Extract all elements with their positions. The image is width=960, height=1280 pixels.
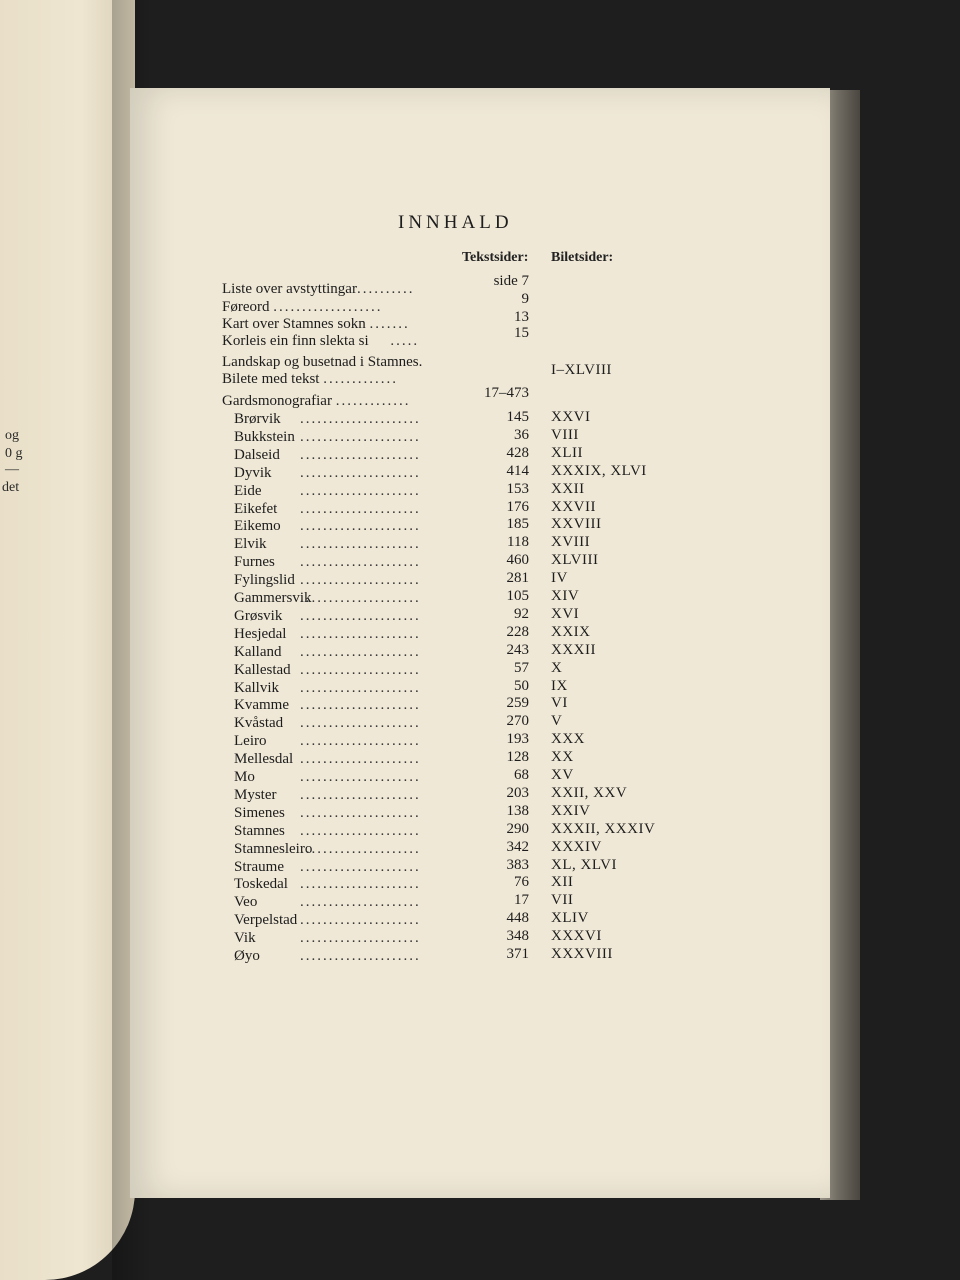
farm-name: Kallvik bbox=[234, 679, 279, 696]
toc-entry: Liste over avstyttingar.......... bbox=[222, 281, 415, 297]
toc-picture-pages: XVI bbox=[551, 605, 580, 622]
leader-dots-row bbox=[300, 751, 460, 768]
leader-dots: ..................... bbox=[300, 769, 421, 785]
leader-dots: ..................... bbox=[300, 500, 421, 517]
farm-name: Stamnes bbox=[234, 822, 285, 839]
leader-dots: ..................... bbox=[300, 607, 421, 624]
toc-entry: Kart over Stamnes sokn ....... bbox=[222, 316, 410, 332]
toc-farm-entry bbox=[234, 751, 293, 768]
leader-dots-row bbox=[300, 715, 460, 732]
toc-page-number: 176 bbox=[506, 498, 529, 515]
toc-page-number: 105 bbox=[506, 588, 529, 604]
farm-name: Gammersvik bbox=[234, 590, 312, 606]
toc-page-number: 9 bbox=[521, 291, 529, 307]
toc-page-number: 118 bbox=[507, 534, 529, 551]
leader-dots-row bbox=[300, 697, 460, 714]
toc-page-number: 145 bbox=[506, 409, 529, 425]
left-page-fragment: — bbox=[5, 462, 19, 477]
toc-farm-entry bbox=[234, 912, 297, 929]
farm-name: Dyvik bbox=[234, 464, 272, 481]
leader-dots: ..................... bbox=[300, 948, 421, 964]
toc-page-number: 36 bbox=[514, 426, 529, 443]
toc-entry: Føreord ................... bbox=[222, 299, 383, 315]
leader-dots-row bbox=[300, 769, 460, 786]
toc-page-number: 193 bbox=[506, 731, 529, 748]
left-page-fragment: det bbox=[2, 480, 20, 495]
toc-page-number: 15 bbox=[514, 325, 529, 341]
farm-name: Kvamme bbox=[234, 697, 289, 714]
leader-dots: ..................... bbox=[300, 804, 421, 821]
toc-page-number: 138 bbox=[506, 802, 529, 819]
toc-farm-entry bbox=[234, 697, 289, 714]
leader-dots-row bbox=[300, 894, 460, 911]
toc-farm-entry bbox=[234, 823, 285, 840]
leader-dots-row bbox=[300, 608, 460, 625]
leader-dots: ..................... bbox=[300, 590, 421, 606]
toc-farm-entry bbox=[234, 715, 283, 732]
toc-page-number: 228 bbox=[506, 623, 529, 640]
toc-farm-entry bbox=[234, 501, 277, 518]
page-title: INNHALD bbox=[398, 212, 513, 233]
toc-picture-pages: XXX bbox=[551, 731, 585, 748]
leader-dots: ..................... bbox=[300, 536, 421, 553]
toc-page-number: 414 bbox=[506, 462, 529, 479]
leader-dots-row bbox=[300, 859, 460, 876]
toc-picture-pages: VII bbox=[551, 892, 574, 909]
farm-name: Toskedal bbox=[234, 876, 288, 893]
toc-page-number: 50 bbox=[514, 677, 529, 694]
leader-dots-row bbox=[300, 554, 460, 571]
leader-dots: ..................... bbox=[300, 912, 421, 929]
toc-picture-pages: XVIII bbox=[551, 534, 591, 551]
toc-picture-pages: XXIV bbox=[551, 802, 591, 819]
leader-dots: ..................... bbox=[300, 625, 421, 642]
toc-farm-entry bbox=[234, 626, 286, 643]
leader-dots: ..................... bbox=[300, 751, 421, 768]
farm-name: Mo bbox=[234, 769, 255, 785]
leader-dots: ..................... bbox=[300, 786, 421, 803]
farm-name: Kalland bbox=[234, 643, 282, 660]
farm-name: Furnes bbox=[234, 554, 275, 571]
farm-name: Eikemo bbox=[234, 518, 281, 535]
leader-dots-row bbox=[300, 429, 460, 446]
leader-dots-row bbox=[300, 912, 460, 929]
toc-picture-pages: XLIV bbox=[551, 910, 589, 927]
toc-farm-entry bbox=[234, 483, 262, 500]
toc-farm-entry bbox=[234, 680, 279, 697]
leader-dots-row bbox=[300, 823, 460, 840]
toc-picture-pages: XXXVIII bbox=[551, 946, 613, 962]
leader-dots-row bbox=[300, 626, 460, 643]
farm-name: Bukkstein bbox=[234, 428, 295, 445]
leader-dots-row bbox=[300, 572, 460, 589]
toc-picture-pages: XXII bbox=[551, 480, 585, 497]
farm-name: Verpelstad bbox=[234, 912, 298, 929]
toc-farm-entry bbox=[234, 608, 282, 625]
farm-name: Eide bbox=[234, 482, 262, 499]
toc-farm-entry bbox=[234, 536, 267, 553]
toc-picture-pages: XXII, XXV bbox=[551, 784, 628, 801]
toc-entry: Korleis ein finn slekta si ..... bbox=[222, 333, 420, 349]
toc-picture-pages: XXXIX, XLVI bbox=[551, 462, 647, 479]
leader-dots-row bbox=[300, 948, 460, 965]
toc-picture-pages: XV bbox=[551, 767, 574, 783]
toc-farm-entry bbox=[234, 894, 257, 911]
farm-name: Myster bbox=[234, 786, 277, 803]
leader-dots: ..................... bbox=[300, 894, 421, 911]
toc-picture-pages: IV bbox=[551, 570, 568, 587]
leader-dots-row bbox=[300, 536, 460, 553]
toc-picture-pages: XX bbox=[551, 749, 574, 766]
toc-page-number: 153 bbox=[506, 480, 529, 497]
leader-dots-row bbox=[300, 841, 460, 858]
toc-page-number: 203 bbox=[506, 784, 529, 801]
toc-page-number: side 7 bbox=[493, 273, 529, 289]
toc-farm-entry bbox=[234, 662, 291, 679]
toc-picture-pages: VI bbox=[551, 695, 568, 712]
toc-page-number: 448 bbox=[506, 910, 529, 927]
farm-name: Kallestad bbox=[234, 661, 291, 678]
farm-name: Fylingslid bbox=[234, 572, 295, 589]
farm-name: Brørvik bbox=[234, 411, 281, 427]
leader-dots-row bbox=[300, 733, 460, 750]
farm-name: Mellesdal bbox=[234, 751, 294, 768]
toc-picture-pages: I–XLVIII bbox=[551, 362, 612, 378]
toc-page-number: 290 bbox=[506, 820, 529, 837]
toc-farm-entry bbox=[234, 733, 266, 750]
toc-page-number: 185 bbox=[506, 516, 529, 533]
leader-dots: ..................... bbox=[300, 661, 421, 678]
toc-farm-entry bbox=[234, 769, 255, 786]
toc-picture-pages: XL, XLVI bbox=[551, 856, 617, 873]
toc-page-number: 13 bbox=[514, 309, 529, 325]
leader-dots-row bbox=[300, 590, 460, 607]
toc-picture-pages: XXXIV bbox=[551, 838, 602, 855]
farm-name: Simenes bbox=[234, 804, 285, 821]
farm-name: Veo bbox=[234, 894, 258, 911]
farm-name: Hesjedal bbox=[234, 625, 287, 642]
toc-picture-pages: XXXII bbox=[551, 641, 596, 658]
leader-dots: ..................... bbox=[300, 643, 421, 660]
leader-dots: ..................... bbox=[300, 518, 421, 535]
toc-page-number: 68 bbox=[514, 767, 529, 783]
toc-page-number: 76 bbox=[514, 874, 529, 891]
leader-dots: ..................... bbox=[300, 679, 421, 696]
column-header-text-pages: Tekstsider: bbox=[462, 250, 529, 265]
leader-dots: ..................... bbox=[300, 733, 421, 750]
leader-dots-row bbox=[300, 805, 460, 822]
leader-dots: ..................... bbox=[300, 428, 421, 445]
toc-entry: Bilete med tekst ............. bbox=[222, 371, 398, 387]
left-page-fragment: og bbox=[5, 428, 19, 443]
toc-farm-entry bbox=[234, 411, 281, 428]
leader-dots: ..................... bbox=[300, 554, 421, 571]
leader-dots: ..................... bbox=[300, 482, 421, 499]
farm-name: Grøsvik bbox=[234, 607, 283, 624]
toc-page-number: 128 bbox=[506, 749, 529, 766]
farm-name: Leiro bbox=[234, 733, 267, 750]
leader-dots: ..................... bbox=[300, 858, 421, 875]
leader-dots-row bbox=[300, 787, 460, 804]
leader-dots: ..................... bbox=[300, 715, 421, 732]
toc-farm-entry bbox=[234, 787, 277, 804]
toc-page-number: 348 bbox=[506, 928, 529, 945]
leader-dots-row bbox=[300, 483, 460, 500]
leader-dots-row bbox=[300, 411, 460, 428]
leader-dots-row bbox=[300, 518, 460, 535]
toc-picture-pages: XIV bbox=[551, 588, 580, 604]
toc-picture-pages: X bbox=[551, 659, 563, 676]
toc-page-number: 371 bbox=[506, 946, 529, 962]
toc-farm-entry bbox=[234, 429, 295, 446]
farm-name: Vik bbox=[234, 930, 256, 947]
leader-dots: ..................... bbox=[300, 446, 421, 463]
farm-name: Straume bbox=[234, 858, 284, 875]
toc-picture-pages: XXXII, XXXIV bbox=[551, 820, 656, 837]
leader-dots-row bbox=[300, 680, 460, 697]
toc-farm-entry bbox=[234, 859, 284, 876]
toc-farm-entry bbox=[234, 465, 272, 482]
farm-name: Dalseid bbox=[234, 446, 280, 463]
toc-entry: Gardsmonografiar ............. bbox=[222, 393, 411, 409]
leader-dots-row bbox=[300, 644, 460, 661]
leader-dots: ..................... bbox=[300, 464, 421, 481]
farm-name: Eikefet bbox=[234, 500, 278, 517]
left-page-fragment: 0 g bbox=[5, 446, 23, 461]
toc-farm-entry bbox=[234, 930, 256, 947]
toc-page-number: 243 bbox=[506, 641, 529, 658]
toc-picture-pages: XII bbox=[551, 874, 574, 891]
leader-dots: ..................... bbox=[300, 572, 421, 589]
toc-page-number: 428 bbox=[506, 444, 529, 461]
toc-farm-entry bbox=[234, 447, 280, 464]
leader-dots: ..................... bbox=[300, 876, 421, 893]
toc-picture-pages: VIII bbox=[551, 426, 579, 443]
toc-page-number: 92 bbox=[514, 605, 529, 622]
toc-farm-entry bbox=[234, 572, 295, 589]
farm-name: Kvåstad bbox=[234, 715, 284, 732]
toc-farm-entry bbox=[234, 518, 281, 535]
leader-dots: ..................... bbox=[300, 411, 421, 427]
toc-page-number: 281 bbox=[506, 570, 529, 587]
toc-page-number: 259 bbox=[506, 695, 529, 712]
toc-farm-entry bbox=[234, 644, 281, 661]
leader-dots-row bbox=[300, 876, 460, 893]
toc-page-number: 460 bbox=[506, 552, 529, 569]
leader-dots: ..................... bbox=[300, 930, 421, 947]
leader-dots-row bbox=[300, 662, 460, 679]
leader-dots-row bbox=[300, 930, 460, 947]
toc-picture-pages: IX bbox=[551, 677, 568, 694]
toc-farm-entry bbox=[234, 876, 288, 893]
toc-page-number: 17–473 bbox=[484, 385, 529, 401]
leader-dots: ..................... bbox=[300, 822, 421, 839]
leader-dots: ..................... bbox=[300, 697, 421, 714]
toc-picture-pages: XLVIII bbox=[551, 552, 599, 569]
toc-farm-entry bbox=[234, 948, 260, 965]
toc-page-number: 342 bbox=[506, 838, 529, 855]
toc-picture-pages: XXXVI bbox=[551, 928, 602, 945]
toc-picture-pages: XLII bbox=[551, 444, 583, 461]
toc-picture-pages: XXVIII bbox=[551, 516, 602, 533]
toc-farm-entry bbox=[234, 554, 275, 571]
leader-dots: ..................... bbox=[300, 840, 421, 857]
toc-picture-pages: V bbox=[551, 713, 563, 730]
leader-dots-row bbox=[300, 501, 460, 518]
farm-name: Øyo bbox=[234, 948, 260, 964]
toc-page-number: 383 bbox=[506, 856, 529, 873]
column-header-picture-pages: Biletsider: bbox=[551, 250, 614, 265]
toc-entry: Landskap og busetnad i Stamnes. bbox=[222, 354, 423, 370]
toc-page-number: 57 bbox=[514, 659, 529, 676]
farm-name: Stamnesleiro bbox=[234, 840, 313, 857]
toc-page-number: 270 bbox=[506, 713, 529, 730]
toc-farm-entry bbox=[234, 805, 285, 822]
toc-picture-pages: XXVII bbox=[551, 498, 596, 515]
farm-name: Elvik bbox=[234, 536, 267, 553]
toc-picture-pages: XXIX bbox=[551, 623, 591, 640]
toc-picture-pages: XXVI bbox=[551, 409, 591, 425]
leader-dots-row bbox=[300, 447, 460, 464]
leader-dots-row bbox=[300, 465, 460, 482]
toc-page-number: 17 bbox=[514, 892, 529, 909]
